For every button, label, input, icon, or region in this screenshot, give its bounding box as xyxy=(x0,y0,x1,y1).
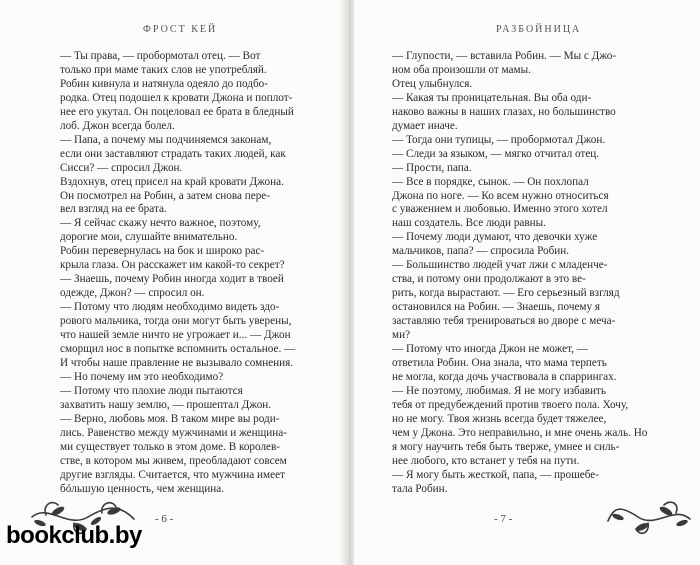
text-line: Сисси? — спросил Джон. xyxy=(60,161,183,174)
left-page xyxy=(0,0,346,565)
text-line: если они заставляют страдать таких людей, как xyxy=(60,147,286,160)
text-line: наково важны в наших глазах, но большинство xyxy=(392,105,616,118)
left-page-body xyxy=(60,50,322,497)
text-line: — Потому что иногда Джон не может, — xyxy=(392,343,588,356)
text-line: стве, в котором мы живем, преобладают совсем xyxy=(60,454,287,467)
text-line: ном оба произошли от мамы. xyxy=(392,63,531,76)
text-line: Джона по ноге. — Ко всем нужно относиться xyxy=(392,189,609,202)
text-line: — Все в порядке, сынок. — Он похлопал xyxy=(392,175,589,188)
text-line: захватить нашу землю, — прошептал Джон. xyxy=(60,398,272,411)
text-line: сморщил нос в попытке вспомнить остальное. — xyxy=(60,343,296,356)
text-line: мальчиков, папа? — спросила Робин. xyxy=(392,245,570,258)
text-line: Он посмотрел на Робин, а затем снова пере- xyxy=(60,189,270,202)
text-line: чем у Джона. Это неправильно, и мне очень жаль. Но xyxy=(392,426,648,439)
right-page-number: - 7 - xyxy=(494,513,513,525)
text-line: — Прости, папа. xyxy=(392,161,472,174)
text-line: — Знаешь, почему Робин иногда ходит в твоей xyxy=(60,273,284,286)
text-line: — Глупости, — вставила Робин. — Мы с Джо- xyxy=(392,50,617,62)
bookclub-watermark: bookclub.by xyxy=(6,522,142,549)
text-line: заставляю тебя тренироваться во дворе с меча- xyxy=(392,315,616,328)
text-line: я могу научить тебя быть тверже, умнее и силь- xyxy=(392,440,620,453)
floral-ornament-icon xyxy=(604,493,694,539)
text-line: с уважением и любовью. Именно этого хотел xyxy=(392,203,608,216)
text-line: — Большинство людей учат лжи с младенче- xyxy=(392,259,608,272)
right-running-head: РАЗБОЙНИЦА xyxy=(496,24,582,35)
text-line: нее любого, кто встанет у тебя на пути. xyxy=(392,454,580,467)
right-page-body xyxy=(392,50,654,497)
text-line: — Я сейчас скажу нечто важное, поэтому, xyxy=(60,217,261,230)
text-line: — Но почему им это необходимо? xyxy=(60,370,224,383)
text-line: — Папа, а почему мы подчиняемся законам, xyxy=(60,133,272,146)
text-line: — Ты права, — пробормотал отец. — Вот xyxy=(60,50,261,62)
text-line: только при маме таких слов не употребляй. xyxy=(60,63,267,76)
text-line: но не могу. Твоя жизнь всегда будет тяжелее, xyxy=(392,412,607,425)
text-line: лись. Равенство между мужчинами и женщина- xyxy=(60,426,287,439)
text-line: рить, когда вырастают. — Его серьезный взгляд xyxy=(392,287,620,300)
text-line: ответила Робин. Она знала, что мама терпеть xyxy=(392,356,607,369)
text-line: — Верно, любовь моя. В таком мире вы роди- xyxy=(60,412,280,425)
text-line: — Какая ты проницательная. Вы оба оди- xyxy=(392,91,592,104)
left-page-number: - 6 - xyxy=(155,513,174,525)
text-line: Робин перевернулась на бок и широко рас- xyxy=(60,245,265,258)
left-running-head: ФРОСТ КЕЙ xyxy=(143,24,218,35)
text-line: — Следи за языком, — мягко отчитал отец. xyxy=(392,147,600,160)
text-line: родка. Отец подошел к кровати Джона и поплот- xyxy=(60,91,293,104)
text-line: — Потому что людям необходимо видеть здо- xyxy=(60,301,280,314)
text-line: ми существует только в этом доме. В королев- xyxy=(60,440,281,453)
text-line: Вздохнув, отец присел на край кровати Джона. xyxy=(60,175,284,188)
text-line: — Почему люди думают, что девочки хуже xyxy=(392,231,598,244)
text-line: — Потому что плохие люди пытаются xyxy=(60,384,243,397)
text-line: крыла глаза. Он расскажет им какой-то секрет? xyxy=(60,259,285,272)
text-line: И чтобы наше правление не вызывало сомнения. xyxy=(60,356,294,369)
text-line: бóльшую ценность, чем женщина. xyxy=(60,482,225,495)
text-line: — Тогда они тупицы, — пробормотал Джон. xyxy=(392,133,606,146)
text-line: не могла, когда дочь участвовала в спаррингах. xyxy=(392,370,617,383)
text-line: ства, и потому они продолжают в это ве- xyxy=(392,273,586,286)
text-line: что нашей земле ничто не угрожает и... — Джон xyxy=(60,329,291,342)
text-line: думает иначе. xyxy=(392,119,458,132)
text-line: вел взгляд на ее брата. xyxy=(60,203,167,216)
text-line: остановился на Робин. — Знаешь, почему я xyxy=(392,301,601,314)
text-line: Робин кивнула и натянула одеяло до подбо- xyxy=(60,77,268,90)
text-line: дорогие мои, слушайте внимательно. xyxy=(60,231,238,244)
text-line: одежде, Джон? — спросил он. xyxy=(60,287,205,300)
text-line: лоб. Джон всегда болел. xyxy=(60,119,175,132)
text-line: другие взгляды. Считается, что мужчина имеет xyxy=(60,468,285,481)
right-page xyxy=(354,0,700,565)
text-line: — Я могу быть жесткой, папа, — прошебе- xyxy=(392,468,599,481)
text-line: — Не поэтому, любимая. Я не могу избавить xyxy=(392,384,606,397)
text-line: тала Робин. xyxy=(392,482,448,495)
text-line: наш создатель. Все люди равны. xyxy=(392,217,546,230)
text-line: нее его укутал. Он поцеловал ее брата в бледный xyxy=(60,105,294,118)
text-line: ми? xyxy=(392,329,411,342)
text-line: рового мальчика, тогда они могут быть уверены, xyxy=(60,315,292,328)
text-line: тебя от предубеждений против твоего пола. Хочу, xyxy=(392,398,629,411)
text-line: Отец улыбнулся. xyxy=(392,77,473,90)
